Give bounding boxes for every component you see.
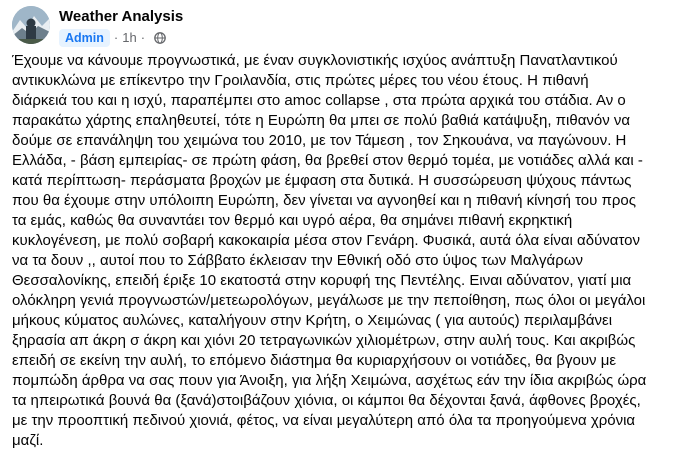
- post-text-line-19: με την προοπτική πεδινού χιονιά, φέτος, να είναι μεγαλύτερη από όλα τα προηγούμενα χρόνια: [12, 412, 636, 429]
- post-text-line-11: να τα δουν ,, αυτοί που το Σάββατο έκλεισαν την Εθνική οδό στο ύψος των Μαλγάρων: [12, 252, 583, 269]
- post-text-line-15: ξηρασία απ άκρη σ άκρη και χιόνι 20 τετραγωνικών χιλιομέτρων, στην αυλή τους. Και ακριβώς: [12, 332, 636, 349]
- post-header: [12, 6, 183, 47]
- post-text-line-7: κατά περίπτωση- περάσματα βροχών με έμφαση στα δυτικά. Η συσσώρευση ψύχους πάντως: [12, 172, 632, 189]
- post-text-line-20: μαζί.: [12, 432, 44, 449]
- post-text-line-13: ολόκληρη γενιά προγνωστών/μετεωρολόγων, μεγάλωσε με την πεποίθηση, πως όλοι οι μεγάλοι: [12, 292, 646, 309]
- post-text-line-4: παρακάτω χάρτης επαληθευτεί, τότε η Ευρώπη θα μπει σε πολύ βαθιά κατάψυξη, πιθανόν να: [12, 112, 631, 129]
- post-text-line-6: Ελλάδα, - βάση εμπειρίας- σε πρώτη φάση, θα βρεθεί στον θερμό τομέα, με νοτιάδες αλλά και -: [12, 152, 643, 169]
- page-avatar[interactable]: [12, 6, 50, 44]
- post-text-line-1: Έχουμε να κάνουμε προγνωστικά, με έναν συγκλονιστικής ισχύος ανάπτυξη Πανατλαντικού: [12, 52, 618, 69]
- post-meta: [59, 8, 183, 47]
- globe-icon[interactable]: [154, 32, 166, 44]
- post-text-line-9: τα εμάς, καθώς θα συναντάει τον θερμό και υγρό αέρα, θα σημάνει πιθανή εκρηκτική: [12, 212, 573, 229]
- post-text-line-14: μήκους κύματος αυλώνες, καταλήγουν στην Κρήτη, ο Χειμώνας ( για αυτούς) περιλαμβάνει: [12, 312, 613, 329]
- admin-badge[interactable]: Admin: [59, 29, 110, 47]
- avatar-landscape-image: [12, 6, 50, 44]
- post-text-line-3: διάρκειά του και η ισχύ, παραπέμπει στο amoc collapse , στα πρώτα αρχικά του στάδια. Αν ο: [12, 92, 626, 109]
- post-text-line-12: Θεσσαλονίκης, επειδή έριξε 10 εκατοστά στην κορυφή της Πεντέλης. Ειναι αδύνατον, γιατί μια: [12, 272, 632, 289]
- separator-dot: ·: [113, 30, 119, 45]
- post-text-line-8: που θα έχουμε στην υπόλοιπη Ευρώπη, δεν γίνεται να αγνοηθεί και η πιθανή κίνησή του προς: [12, 192, 636, 209]
- post-text-line-2: αντικυκλώνα με επίκεντρο την Γροιλανδία, στις πρώτες μέρες του νέου έτους. Η πιθανή: [12, 72, 589, 89]
- separator-dot-2: ·: [140, 30, 146, 45]
- post-text-line-5: δούμε σε επανάληψη του χειμώνα του 2010, με τον Τάμεση , τον Σηκουάνα, να παγώνουν. Η: [12, 132, 627, 149]
- post-timestamp[interactable]: 1h: [122, 30, 137, 45]
- post-text-line-18: τα ηπειρωτικά βουνά θα (ξανά)στοιβάζουν χιόνια, οι κάμποι θα δέχονται ξανά, άφθονες βροχές,: [12, 392, 641, 409]
- page-name-link[interactable]: Weather Analysis: [59, 8, 184, 25]
- post-text-line-17: πομπώδη άρθρα να σας πουν για Άνοιξη, για λήξη Χειμώνα, ασχέτως εάν την ίδια ακριβώς ώρα: [12, 372, 647, 389]
- post-text-line-16: επειδή σε εκείνη την αυλή, το επόμενο διάστημα θα κυριαρχήσουν οι νοτιάδες, θα βγουν με: [12, 352, 617, 369]
- post-body-text: [12, 51, 672, 451]
- post-subheader: [59, 29, 183, 47]
- post-text-line-10: κυκλογένεση, με πολύ σοβαρή κακοκαιρία μέσα στον Γενάρη. Φυσικά, αυτά όλα είναι αδύνατον: [12, 232, 641, 249]
